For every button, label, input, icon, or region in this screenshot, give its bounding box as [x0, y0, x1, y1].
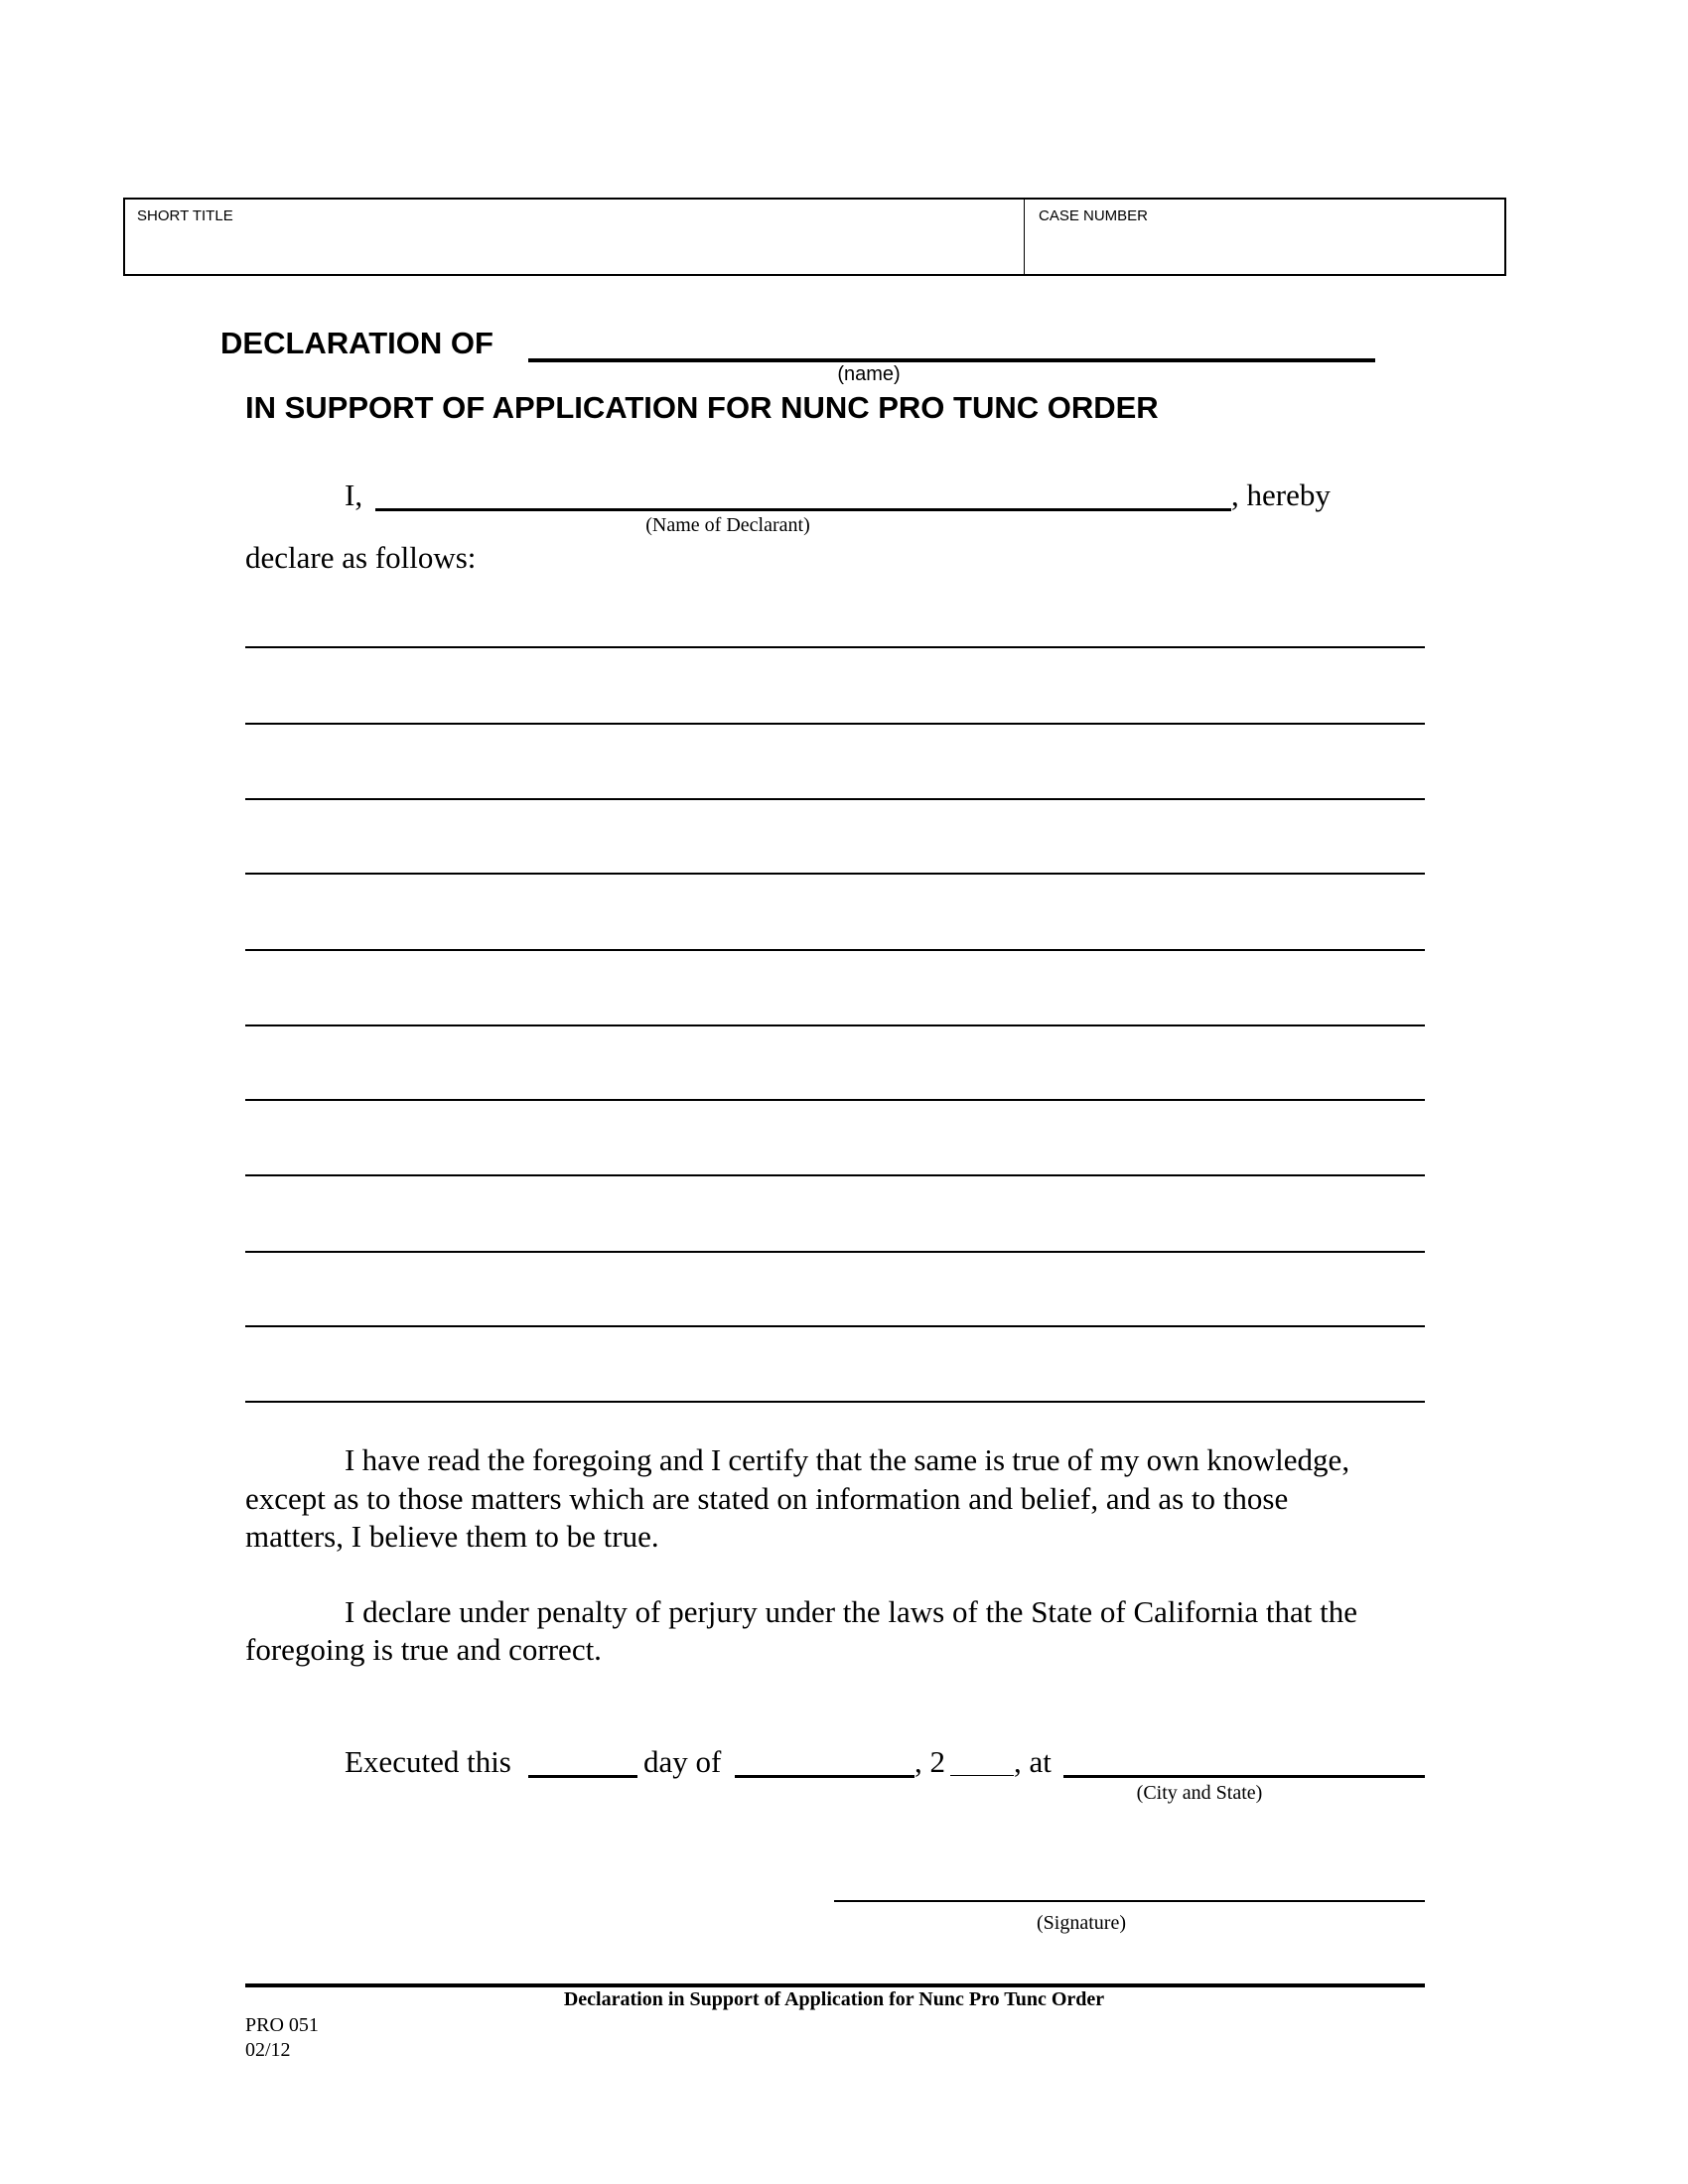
month-field[interactable]	[735, 1775, 914, 1778]
declaration-line[interactable]	[245, 798, 1425, 800]
name-of-declarant-caption: (Name of Declarant)	[645, 514, 810, 536]
at-label: , at	[1014, 1744, 1052, 1779]
header-divider	[1024, 200, 1025, 274]
declaration-line[interactable]	[245, 1174, 1425, 1176]
declaration-line[interactable]	[245, 1251, 1425, 1253]
paragraph-line: I declare under penalty of perjury under the laws of the State of California that the	[345, 1594, 1358, 1629]
paragraph-line: matters, I believe them to be true.	[245, 1519, 659, 1554]
paragraph-line: except as to those matters which are stated on information and belief, and as to those	[245, 1481, 1289, 1516]
form-revision: 02/12	[245, 2039, 291, 2061]
declaration-line[interactable]	[245, 1024, 1425, 1026]
footer-divider	[245, 1983, 1425, 1987]
footer-title: Declaration in Support of Application for Nunc Pro Tunc Order	[563, 1988, 1105, 2010]
declaration-line[interactable]	[245, 1401, 1425, 1403]
year-prefix: , 2	[914, 1744, 945, 1779]
caption-header-box	[123, 198, 1506, 276]
city-state-field[interactable]	[1063, 1775, 1425, 1778]
intro-prefix: I,	[345, 478, 363, 512]
name-of-declarant-field[interactable]	[375, 508, 1231, 511]
title-subheading: IN SUPPORT OF APPLICATION FOR NUNC PRO TUNC ORDER	[245, 390, 1159, 425]
form-number: PRO 051	[245, 2014, 319, 2036]
signature-field[interactable]	[834, 1900, 1425, 1902]
year-field[interactable]	[950, 1775, 1014, 1776]
declare-as-follows: declare as follows:	[245, 540, 477, 575]
declarant-name-field[interactable]	[528, 358, 1375, 362]
intro-suffix: , hereby	[1231, 478, 1331, 512]
case-number-label: CASE NUMBER	[1039, 207, 1149, 224]
declaration-line[interactable]	[245, 646, 1425, 648]
declaration-of-heading: DECLARATION OF	[220, 326, 493, 360]
declaration-line[interactable]	[245, 723, 1425, 725]
name-caption: (name)	[837, 363, 901, 385]
city-state-caption: (City and State)	[1136, 1782, 1263, 1804]
day-field[interactable]	[528, 1775, 637, 1778]
declaration-line[interactable]	[245, 873, 1425, 875]
declaration-line[interactable]	[245, 1325, 1425, 1327]
declaration-line[interactable]	[245, 1099, 1425, 1101]
signature-caption: (Signature)	[1037, 1912, 1126, 1934]
day-of-label: day of	[643, 1744, 722, 1779]
executed-this-label: Executed this	[345, 1744, 511, 1779]
short-title-label: SHORT TITLE	[137, 207, 233, 224]
paragraph-line: I have read the foregoing and I certify that the same is true of my own knowledge,	[345, 1442, 1350, 1477]
declaration-line[interactable]	[245, 949, 1425, 951]
paragraph-line: foregoing is true and correct.	[245, 1632, 602, 1667]
